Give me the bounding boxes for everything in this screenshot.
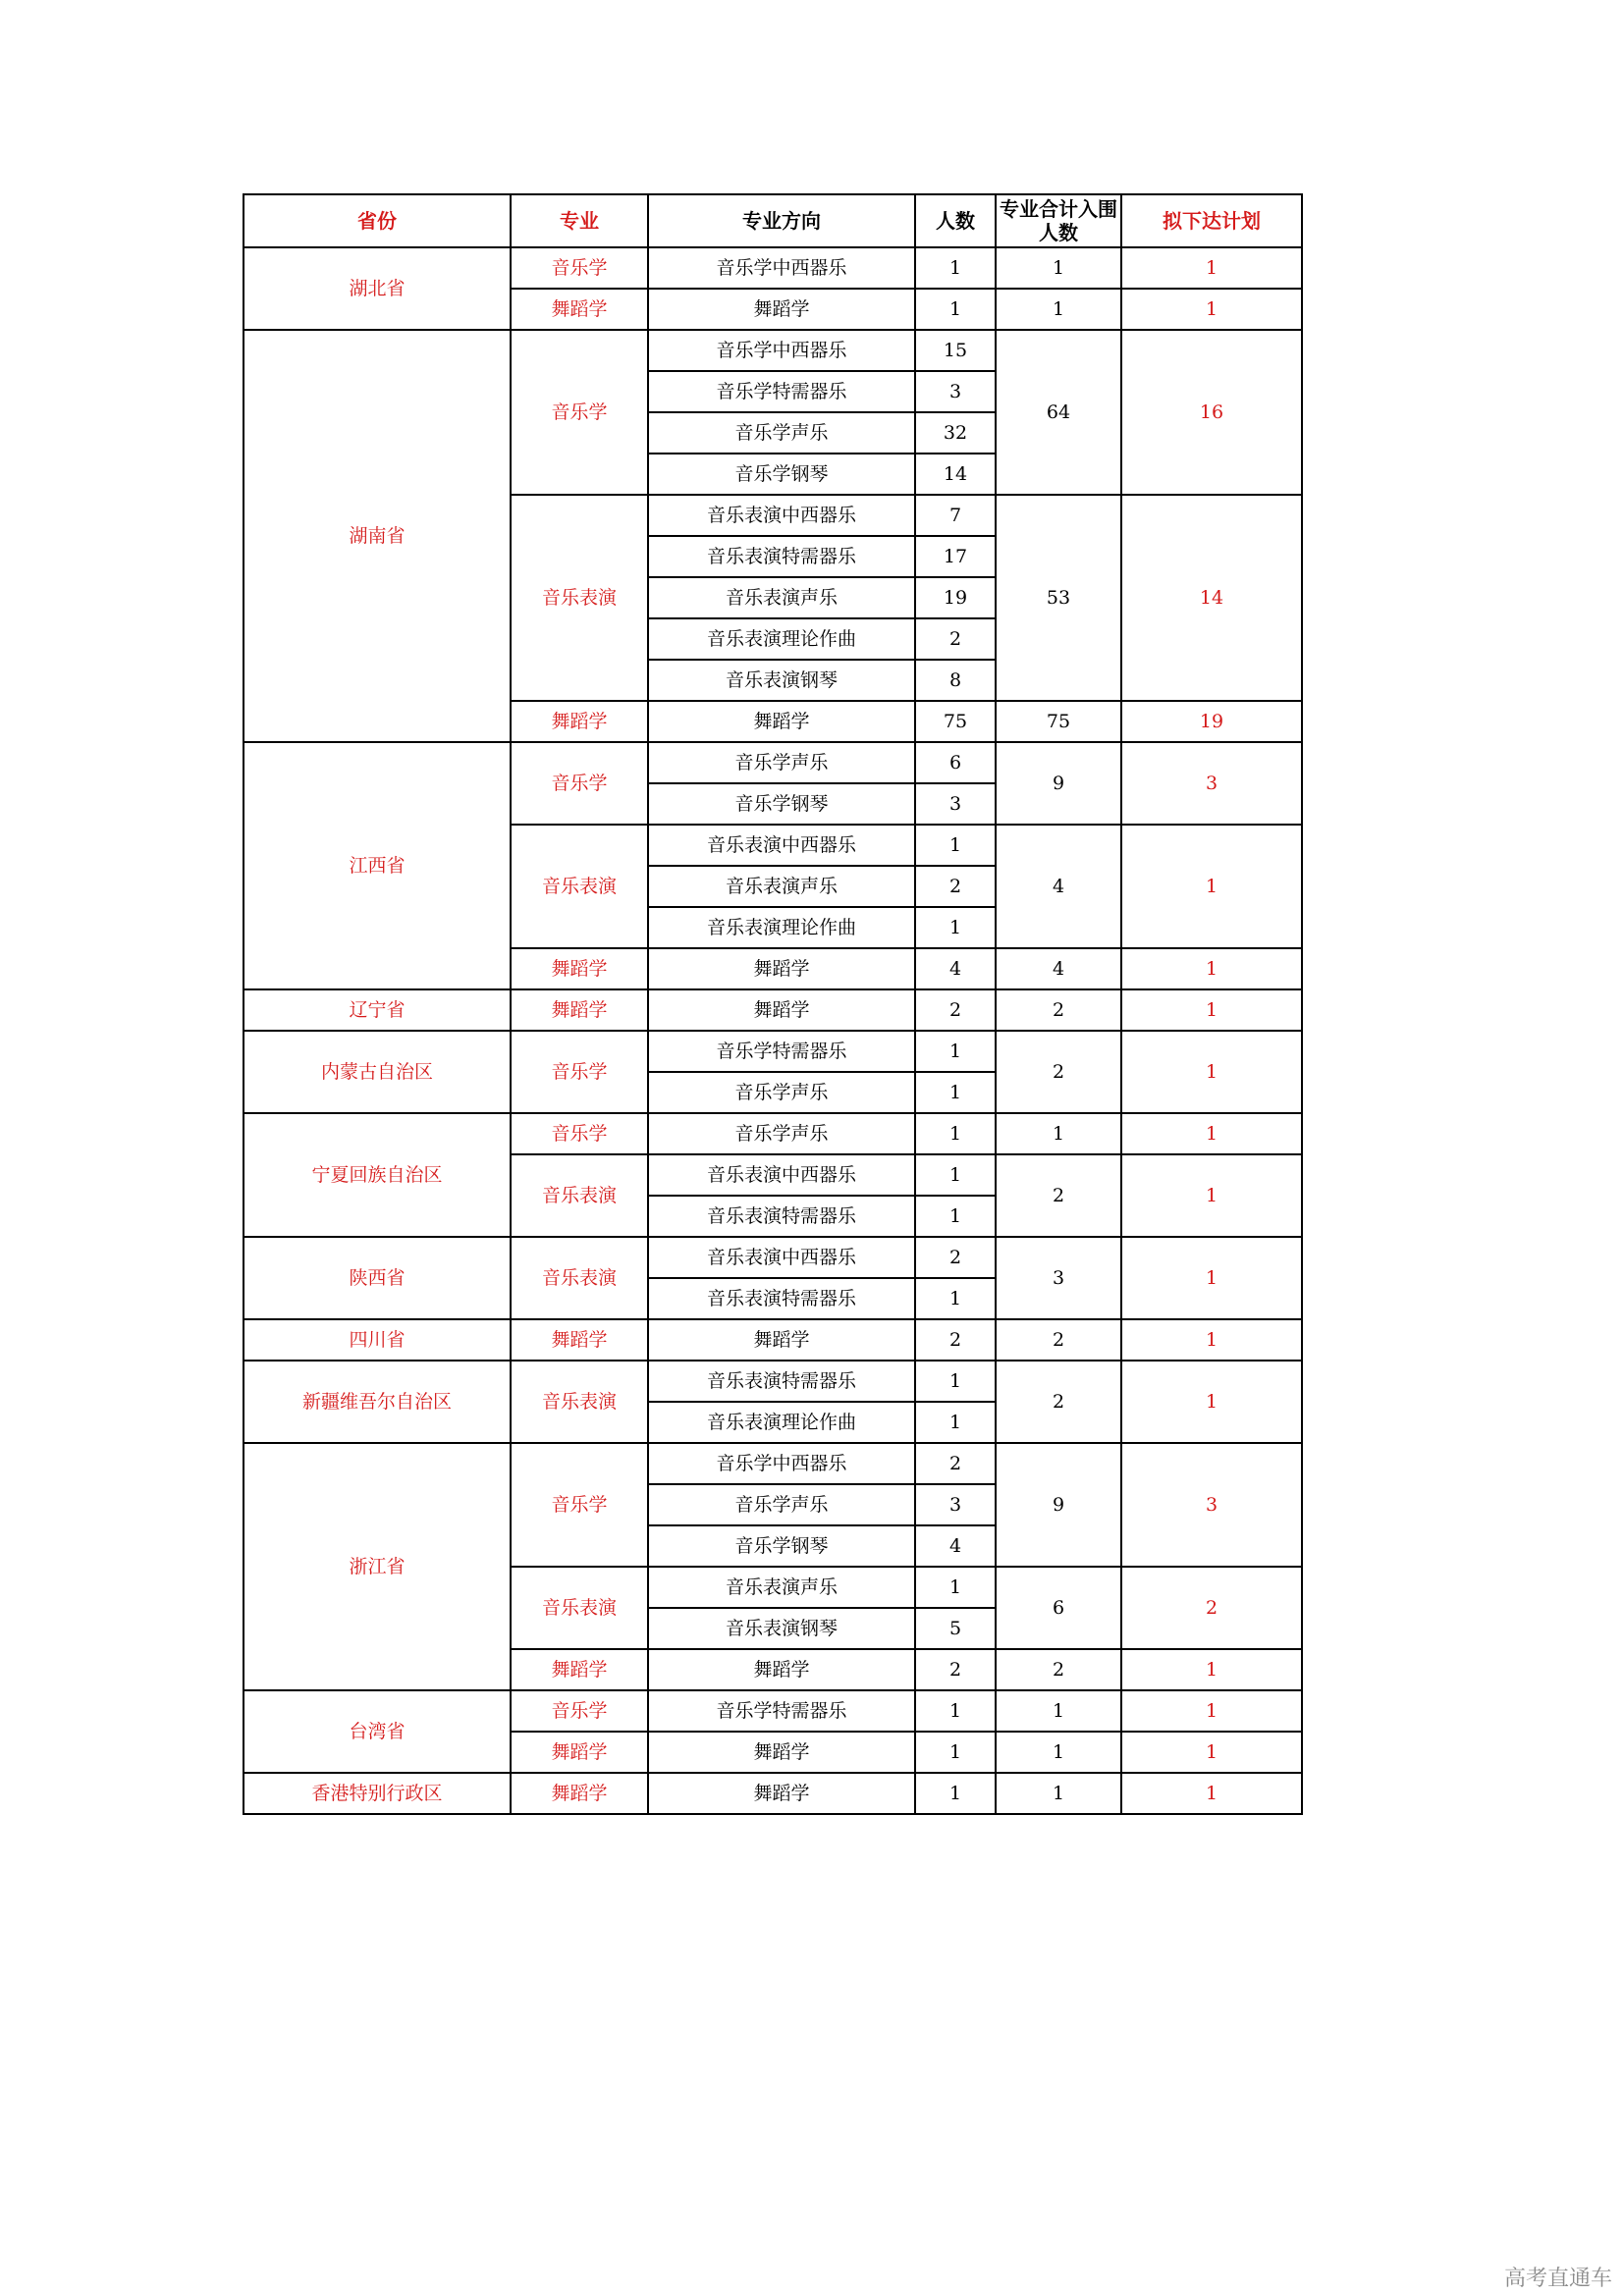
plan-cell: 1 <box>1121 247 1302 289</box>
total-cell: 3 <box>996 1237 1121 1319</box>
plan-cell: 3 <box>1121 1443 1302 1567</box>
count-cell: 1 <box>915 247 996 289</box>
count-cell: 2 <box>915 618 996 660</box>
plan-cell: 1 <box>1121 1361 1302 1443</box>
direction-cell: 音乐表演钢琴 <box>648 1608 915 1649</box>
total-cell: 53 <box>996 495 1121 701</box>
header-row <box>244 194 1302 247</box>
count-cell: 75 <box>915 701 996 742</box>
count-cell: 32 <box>915 412 996 454</box>
direction-cell: 舞蹈学 <box>648 1319 915 1361</box>
count-cell: 1 <box>915 1113 996 1154</box>
direction-cell: 舞蹈学 <box>648 1773 915 1814</box>
major-cell: 音乐学 <box>511 742 648 825</box>
header-total: 专业合计入围人数 <box>996 194 1121 247</box>
total-cell: 9 <box>996 1443 1121 1567</box>
direction-cell: 音乐表演特需器乐 <box>648 1196 915 1237</box>
direction-cell: 音乐学声乐 <box>648 1113 915 1154</box>
header-major: 专业 <box>511 194 648 247</box>
direction-cell: 舞蹈学 <box>648 989 915 1031</box>
plan-cell: 1 <box>1121 825 1302 948</box>
plan-cell: 2 <box>1121 1567 1302 1649</box>
direction-cell: 音乐表演声乐 <box>648 577 915 618</box>
count-cell: 2 <box>915 1319 996 1361</box>
direction-cell: 舞蹈学 <box>648 1732 915 1773</box>
total-cell: 4 <box>996 825 1121 948</box>
direction-cell: 音乐表演特需器乐 <box>648 1278 915 1319</box>
table-row <box>244 1361 1302 1402</box>
direction-cell: 音乐学钢琴 <box>648 454 915 495</box>
count-cell: 2 <box>915 1237 996 1278</box>
direction-cell: 音乐学中西器乐 <box>648 330 915 371</box>
total-cell: 1 <box>996 1690 1121 1732</box>
province-cell: 宁夏回族自治区 <box>244 1113 511 1237</box>
count-cell: 1 <box>915 825 996 866</box>
direction-cell: 音乐表演声乐 <box>648 866 915 907</box>
major-cell: 音乐学 <box>511 1443 648 1567</box>
major-cell: 舞蹈学 <box>511 289 648 330</box>
header-plan: 拟下达计划 <box>1121 194 1302 247</box>
direction-cell: 音乐学特需器乐 <box>648 371 915 412</box>
count-cell: 3 <box>915 783 996 825</box>
plan-cell: 14 <box>1121 495 1302 701</box>
plan-cell: 1 <box>1121 1649 1302 1690</box>
total-cell: 1 <box>996 1732 1121 1773</box>
table-row <box>244 742 1302 783</box>
count-cell: 17 <box>915 536 996 577</box>
count-cell: 1 <box>915 1196 996 1237</box>
major-cell: 音乐表演 <box>511 825 648 948</box>
total-cell: 2 <box>996 1319 1121 1361</box>
major-cell: 舞蹈学 <box>511 701 648 742</box>
direction-cell: 舞蹈学 <box>648 289 915 330</box>
count-cell: 1 <box>915 1773 996 1814</box>
province-cell: 湖北省 <box>244 247 511 330</box>
table-row <box>244 1237 1302 1278</box>
major-cell: 音乐学 <box>511 1113 648 1154</box>
direction-cell: 音乐学特需器乐 <box>648 1031 915 1072</box>
major-cell: 舞蹈学 <box>511 948 648 989</box>
plan-cell: 1 <box>1121 1319 1302 1361</box>
count-cell: 6 <box>915 742 996 783</box>
header-direction: 专业方向 <box>648 194 915 247</box>
header-province: 省份 <box>244 194 511 247</box>
province-cell: 湖南省 <box>244 330 511 742</box>
direction-cell: 舞蹈学 <box>648 701 915 742</box>
count-cell: 1 <box>915 289 996 330</box>
total-cell: 1 <box>996 289 1121 330</box>
province-cell: 四川省 <box>244 1319 511 1361</box>
count-cell: 1 <box>915 1567 996 1608</box>
count-cell: 14 <box>915 454 996 495</box>
plan-cell: 1 <box>1121 1113 1302 1154</box>
plan-cell: 19 <box>1121 701 1302 742</box>
direction-cell: 音乐表演理论作曲 <box>648 907 915 948</box>
province-cell: 浙江省 <box>244 1443 511 1690</box>
count-cell: 1 <box>915 1690 996 1732</box>
plan-cell: 1 <box>1121 1237 1302 1319</box>
direction-cell: 音乐表演理论作曲 <box>648 1402 915 1443</box>
table-row <box>244 1113 1302 1154</box>
major-cell: 音乐学 <box>511 1031 648 1113</box>
direction-cell: 音乐学钢琴 <box>648 783 915 825</box>
count-cell: 19 <box>915 577 996 618</box>
major-cell: 音乐表演 <box>511 1567 648 1649</box>
count-cell: 4 <box>915 948 996 989</box>
total-cell: 6 <box>996 1567 1121 1649</box>
direction-cell: 音乐表演特需器乐 <box>648 536 915 577</box>
table-body <box>244 247 1302 1814</box>
direction-cell: 音乐表演特需器乐 <box>648 1361 915 1402</box>
direction-cell: 音乐表演中西器乐 <box>648 495 915 536</box>
major-cell: 舞蹈学 <box>511 1773 648 1814</box>
province-cell: 江西省 <box>244 742 511 989</box>
direction-cell: 音乐学中西器乐 <box>648 1443 915 1484</box>
table-row <box>244 1443 1302 1484</box>
count-cell: 1 <box>915 1031 996 1072</box>
total-cell: 4 <box>996 948 1121 989</box>
major-cell: 舞蹈学 <box>511 989 648 1031</box>
province-cell: 陕西省 <box>244 1237 511 1319</box>
direction-cell: 舞蹈学 <box>648 948 915 989</box>
count-cell: 2 <box>915 1443 996 1484</box>
plan-cell: 1 <box>1121 1732 1302 1773</box>
count-cell: 1 <box>915 1361 996 1402</box>
count-cell: 8 <box>915 660 996 701</box>
plan-cell: 3 <box>1121 742 1302 825</box>
direction-cell: 音乐学声乐 <box>648 1484 915 1525</box>
total-cell: 2 <box>996 1649 1121 1690</box>
major-cell: 音乐表演 <box>511 1237 648 1319</box>
count-cell: 7 <box>915 495 996 536</box>
count-cell: 1 <box>915 907 996 948</box>
major-cell: 音乐表演 <box>511 1361 648 1443</box>
plan-cell: 1 <box>1121 1690 1302 1732</box>
count-cell: 15 <box>915 330 996 371</box>
direction-cell: 音乐学声乐 <box>648 1072 915 1113</box>
plan-cell: 1 <box>1121 989 1302 1031</box>
count-cell: 3 <box>915 371 996 412</box>
major-cell: 舞蹈学 <box>511 1732 648 1773</box>
province-cell: 新疆维吾尔自治区 <box>244 1361 511 1443</box>
plan-cell: 1 <box>1121 1154 1302 1237</box>
total-cell: 2 <box>996 1154 1121 1237</box>
watermark: 高考直通车 <box>1503 2267 1612 2291</box>
total-cell: 2 <box>996 1361 1121 1443</box>
total-cell: 2 <box>996 1031 1121 1113</box>
header-count: 人数 <box>915 194 996 247</box>
direction-cell: 音乐表演钢琴 <box>648 660 915 701</box>
count-cell: 1 <box>915 1402 996 1443</box>
table-row <box>244 247 1302 289</box>
enrollment-plan-table <box>243 193 1303 1815</box>
province-cell: 辽宁省 <box>244 989 511 1031</box>
total-cell: 1 <box>996 1773 1121 1814</box>
table-row <box>244 1773 1302 1814</box>
total-cell: 1 <box>996 247 1121 289</box>
count-cell: 3 <box>915 1484 996 1525</box>
count-cell: 1 <box>915 1072 996 1113</box>
province-cell: 台湾省 <box>244 1690 511 1773</box>
count-cell: 1 <box>915 1278 996 1319</box>
major-cell: 音乐学 <box>511 1690 648 1732</box>
major-cell: 音乐学 <box>511 330 648 495</box>
count-cell: 4 <box>915 1525 996 1567</box>
count-cell: 1 <box>915 1154 996 1196</box>
table-row <box>244 1319 1302 1361</box>
plan-cell: 16 <box>1121 330 1302 495</box>
direction-cell: 舞蹈学 <box>648 1649 915 1690</box>
total-cell: 9 <box>996 742 1121 825</box>
province-cell: 香港特别行政区 <box>244 1773 511 1814</box>
plan-cell: 1 <box>1121 289 1302 330</box>
province-cell: 内蒙古自治区 <box>244 1031 511 1113</box>
total-cell: 2 <box>996 989 1121 1031</box>
major-cell: 音乐学 <box>511 247 648 289</box>
count-cell: 5 <box>915 1608 996 1649</box>
major-cell: 舞蹈学 <box>511 1649 648 1690</box>
direction-cell: 音乐学声乐 <box>648 412 915 454</box>
count-cell: 1 <box>915 1732 996 1773</box>
table-row <box>244 1690 1302 1732</box>
plan-cell: 1 <box>1121 948 1302 989</box>
direction-cell: 音乐表演声乐 <box>648 1567 915 1608</box>
major-cell: 音乐表演 <box>511 495 648 701</box>
direction-cell: 音乐表演中西器乐 <box>648 1237 915 1278</box>
direction-cell: 音乐表演理论作曲 <box>648 618 915 660</box>
major-cell: 音乐表演 <box>511 1154 648 1237</box>
count-cell: 2 <box>915 989 996 1031</box>
total-cell: 1 <box>996 1113 1121 1154</box>
direction-cell: 音乐学中西器乐 <box>648 247 915 289</box>
direction-cell: 音乐表演中西器乐 <box>648 1154 915 1196</box>
plan-cell: 1 <box>1121 1773 1302 1814</box>
table-row <box>244 330 1302 371</box>
direction-cell: 音乐表演中西器乐 <box>648 825 915 866</box>
major-cell: 舞蹈学 <box>511 1319 648 1361</box>
table-row <box>244 989 1302 1031</box>
total-cell: 64 <box>996 330 1121 495</box>
count-cell: 2 <box>915 866 996 907</box>
direction-cell: 音乐学特需器乐 <box>648 1690 915 1732</box>
count-cell: 2 <box>915 1649 996 1690</box>
direction-cell: 音乐学声乐 <box>648 742 915 783</box>
plan-cell: 1 <box>1121 1031 1302 1113</box>
direction-cell: 音乐学钢琴 <box>648 1525 915 1567</box>
table-row <box>244 1031 1302 1072</box>
total-cell: 75 <box>996 701 1121 742</box>
